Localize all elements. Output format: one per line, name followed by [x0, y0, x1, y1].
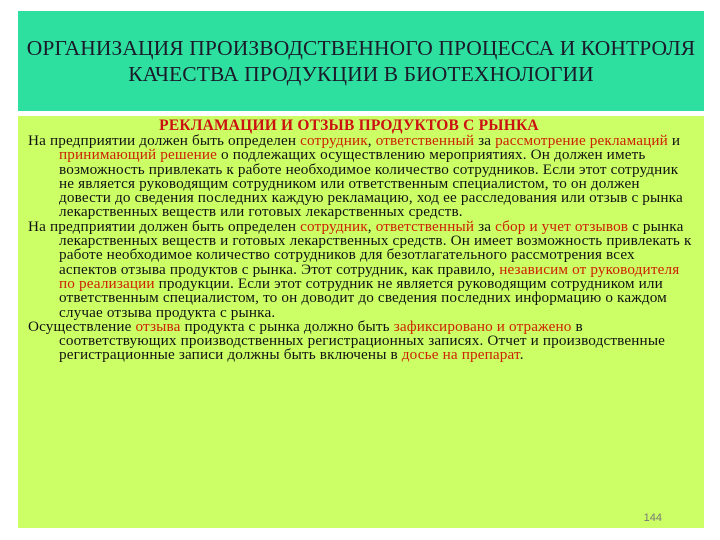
body-paragraph — [28, 317, 694, 364]
paragraph-text: в соответствующих производственных регистрационных записях. Отчет и производственные регистрационные записи должны быть включены в — [59, 317, 666, 364]
paragraph-text: за — [474, 217, 496, 235]
section-title: РЕКЛАМАЦИИ И ОТЗЫВ ПРОДУКТОВ С РЫНКА — [159, 117, 539, 134]
paragraph-text: На предприятии должен быть определен — [28, 132, 301, 149]
paragraph-text: с рынка лекарственных веществ и готовых лекарственных средств. Он имеет возможность привлекать к работе необходимое количество сотрудников для безотлагательного рассмотрения всех аспектов отзыва продуктов с рынка. Этот сотрудник, как правило, — [59, 217, 692, 278]
highlighted-text: сбор и учет отзывов — [495, 217, 629, 235]
highlighted-text: зафиксировано и отражено — [393, 317, 572, 335]
paragraph-text: о подлежащих осуществлению мероприятиях. Он должен иметь возможность привлекать к работе необходимое количество сотрудников. Если этот сотрудник не является руководящим сотрудником или ответственным специалистом, то он должен довести до сведения последних каждую рекламацию, ход ее расследования или отзыв с рынка лекарственных веществ или готовых лекарственных средств. — [59, 146, 683, 221]
paragraph-text: . — [519, 346, 524, 364]
paragraph-text: за — [474, 132, 496, 149]
slide-header — [18, 11, 704, 111]
paragraph-text: , — [367, 217, 376, 235]
paragraph-text: продукции. Если этот сотрудник не является руководящим сотрудником или ответственным специалистом, то он доводит до сведения последних информацию о каждом случае отзыва продукта с рынка. — [59, 274, 667, 321]
body-paragraph — [28, 217, 694, 321]
highlighted-text: отзыва — [135, 317, 181, 335]
body-paragraph — [28, 134, 694, 220]
slide-content — [18, 116, 704, 528]
highlighted-text: сотрудник — [300, 132, 368, 149]
highlighted-text: ответственный — [375, 132, 475, 149]
paragraph-text: продукта с рынка должно быть — [180, 317, 394, 335]
paragraph-text: Осуществление — [28, 317, 136, 335]
slide-title: ОРГАНИЗАЦИЯ ПРОИЗВОДСТВЕННОГО ПРОЦЕССА И КОНТРОЛЯ КАЧЕСТВА ПРОДУКЦИИ В БИОТЕХНОЛОГИИ — [26, 36, 696, 86]
highlighted-text: независим от руководителя по реализации — [59, 260, 680, 292]
page-number: 144 — [643, 512, 662, 524]
highlighted-text: сотрудник — [300, 217, 368, 235]
highlighted-text: досье на препарат — [401, 346, 520, 364]
highlighted-text: рассмотрение рекламаций — [495, 132, 668, 149]
paragraph-text: и — [667, 132, 681, 149]
paragraph-text: На предприятии должен быть определен — [28, 217, 301, 235]
paragraph-text: , — [367, 132, 376, 149]
highlighted-text: принимающий решение — [59, 146, 218, 164]
highlighted-text: ответственный — [375, 217, 475, 235]
paragraph-list — [28, 134, 694, 363]
